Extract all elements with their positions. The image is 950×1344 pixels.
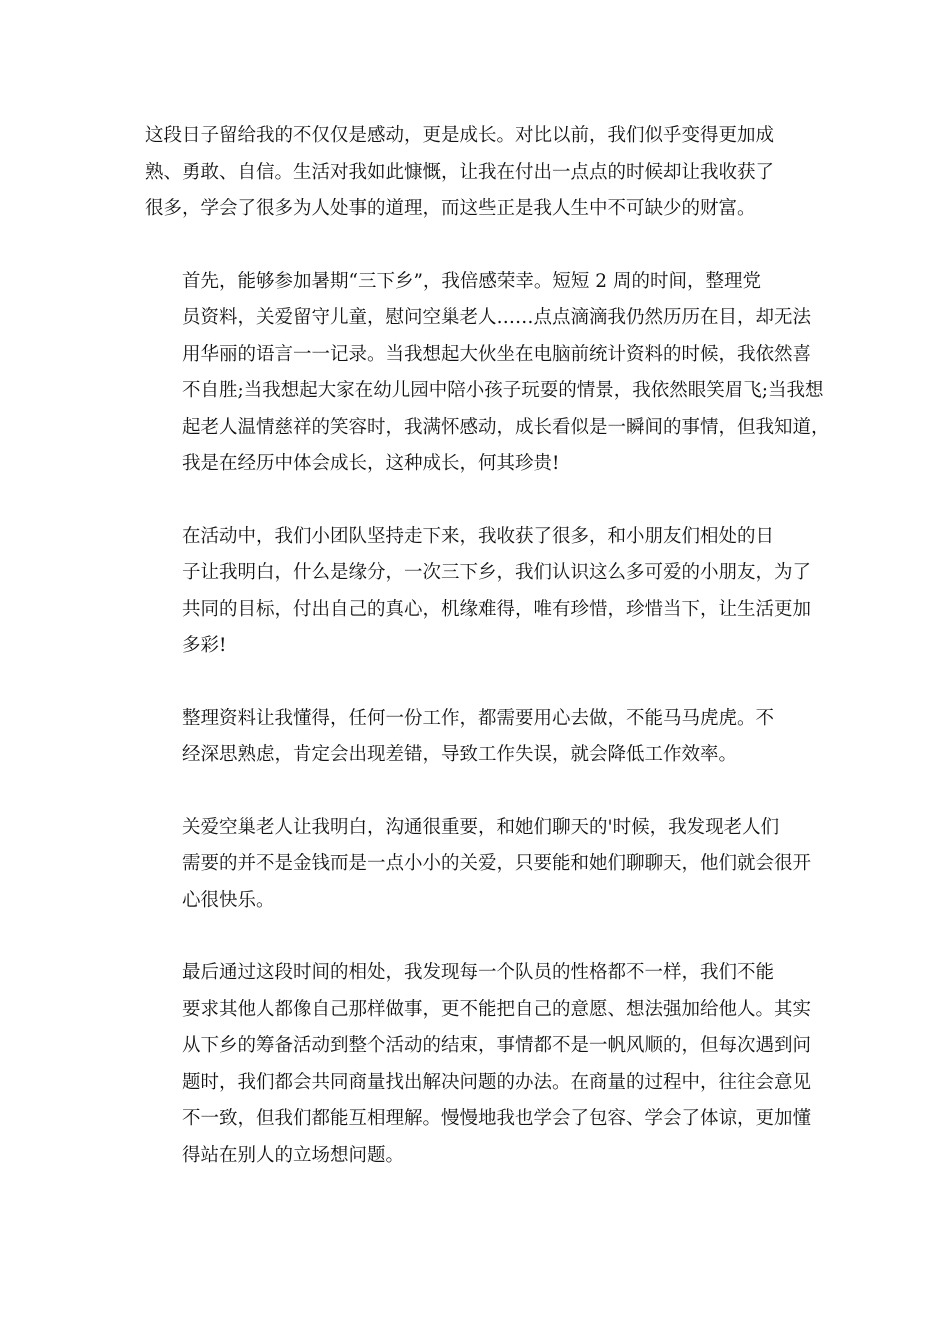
text-line: 关爱空巢老人让我明白，沟通很重要，和她们聊天的'时候，我发现老人们 [182,816,780,838]
text-line: 需要的并不是金钱而是一点小小的关爱，只要能和她们聊聊天，他们就会很开 [182,853,812,874]
text-line: 这段日子留给我的不仅仅是感动，更是成长。对比以前，我们似乎变得更加成 [145,125,775,146]
paragraph-2 [145,264,830,483]
text-line: 不自胜;当我想起大家在幼儿园中陪小孩子玩耍的情景，我依然眼笑眉飞;当我想 [182,380,824,401]
text-line: 共同的目标，付出自己的真心，机缘难得，唯有珍惜，珍惜当下，让生活更加 [182,598,812,620]
text-line: 用华丽的语言一一记录。当我想起大伙坐在电脑前统计资料的时候，我依然喜 [182,343,812,365]
text-line: 得站在别人的立场想问题。 [182,1144,405,1166]
text-line: 题时，我们都会共同商量找出解决问题的办法。在商量的过程中，往往会意见 [182,1071,812,1093]
text-line: 起老人温情慈祥的笑容时，我满怀感动，成长看似是一瞬间的事情，但我知道， [182,416,830,438]
paragraph-4 [145,701,807,774]
text-line: 我是在经历中体会成长，这种成长，何其珍贵! [182,453,560,474]
text-line: 从下乡的筹备活动到整个活动的结束，事情都不是一帆风顺的，但每次遇到问 [182,1035,812,1056]
text-line: 心很快乐。 [182,889,275,911]
text-line: 不一致，但我们都能互相理解。慢慢地我也学会了包容、学会了体谅，更加懂 [182,1108,812,1129]
text-line: 很多，学会了很多为人处事的道理，而这些正是我人生中不可缺少的财富。 [145,198,756,219]
paragraph-1 [145,118,807,228]
text-line: 熟、勇敢、自信。生活对我如此慷慨，让我在付出一点点的时候却让我收获了 [145,161,775,183]
paragraph-5 [145,810,812,920]
text-line: 整理资料让我懂得，任何一份工作，都需要用心去做，不能马马虎虎。不 [182,707,775,729]
text-line: 最后通过这段时间的相处，我发现每一个队员的性格都不一样，我们不能 [182,962,775,983]
text-line: 经深思熟虑，肯定会出现差错，导致工作失误，就会降低工作效率。 [182,744,738,765]
text-line: 员资料，关爱留守儿童，慰问空巢老人……点点滴滴我仍然历历在目，却无法 [182,307,812,328]
paragraph-6 [145,955,812,1174]
text-line: 在活动中，我们小团队坚持走下来，我收获了很多，和小朋友们相处的日 [182,525,775,547]
text-line: 要求其他人都像自己那样做事，更不能把自己的意愿、想法强加给他人。其实 [182,998,812,1020]
text-line: 子让我明白，什么是缘分，一次三下乡，我们认识这么多可爱的小朋友，为了 [182,562,812,583]
document-page [145,118,830,1210]
text-line: 首先，能够参加暑期“三下乡”，我倍感荣幸。短短 2 周的时间，整理党 [182,270,761,292]
text-line: 多彩! [182,635,227,656]
paragraph-3 [145,519,812,665]
